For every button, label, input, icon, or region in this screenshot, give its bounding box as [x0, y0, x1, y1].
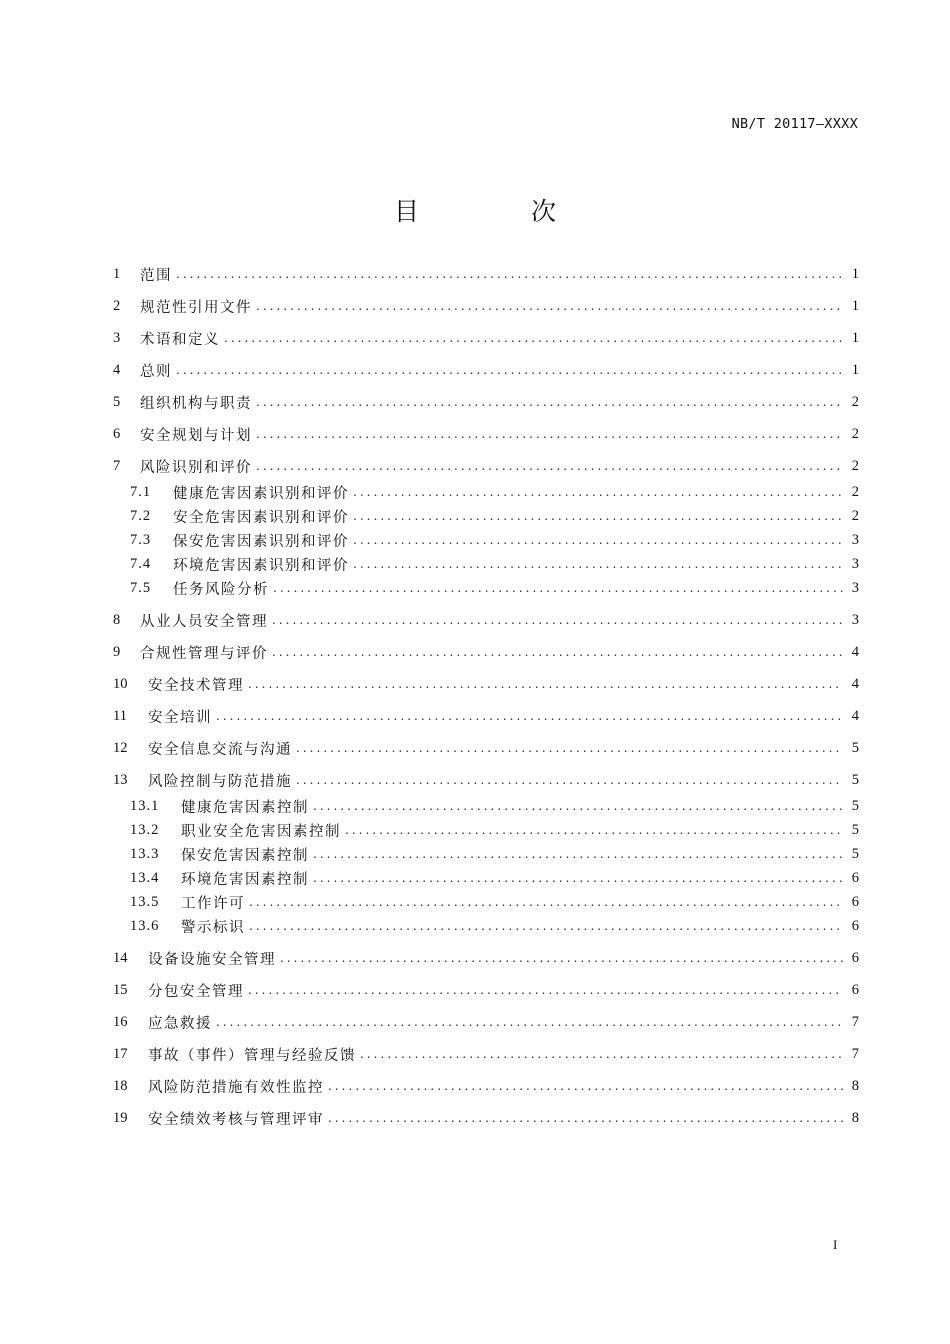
dot-leader — [249, 919, 843, 933]
dot-leader — [176, 363, 843, 377]
dot-leader — [272, 613, 843, 627]
toc-entry-page: 1 — [851, 297, 859, 314]
dot-leader — [216, 709, 843, 723]
toc-entry-number: 7 — [113, 457, 121, 474]
toc-entry-page: 8 — [851, 1109, 859, 1126]
toc-entry-number: 19 — [113, 1109, 128, 1126]
toc-entry[interactable] — [113, 318, 859, 350]
toc-entry-page: 6 — [851, 981, 859, 998]
toc-entry[interactable] — [113, 286, 859, 318]
toc-entry-title: 健康危害因素控制 — [181, 799, 309, 816]
toc-entry-number: 7.1 — [130, 483, 152, 500]
standard-number: NB/T 20117—XXXX — [731, 116, 858, 132]
toc-entry[interactable] — [113, 1034, 859, 1066]
toc-entry[interactable] — [113, 262, 859, 286]
dot-leader — [313, 871, 843, 885]
dot-leader — [313, 799, 843, 813]
toc-entry-title: 工作许可 — [181, 895, 245, 912]
toc-subentry[interactable] — [113, 504, 859, 528]
toc-entry-number: 16 — [113, 1013, 128, 1030]
toc-entry-title: 风险防范措施有效性监控 — [148, 1079, 324, 1096]
toc-entry-number: 2 — [113, 297, 121, 314]
toc-entry[interactable] — [113, 938, 859, 970]
toc-entry-page: 6 — [851, 917, 859, 934]
toc-entry[interactable] — [113, 382, 859, 414]
toc-entry-page: 7 — [851, 1013, 859, 1030]
toc-entry-title: 范围 — [140, 267, 172, 284]
dot-leader — [272, 645, 843, 659]
toc-entry-number: 7.3 — [130, 531, 152, 548]
toc-entry-number: 8 — [113, 611, 121, 628]
toc-entry-page: 6 — [851, 949, 859, 966]
toc-entry-title: 职业安全危害因素控制 — [181, 823, 341, 840]
toc-entry-title: 任务风险分析 — [173, 581, 269, 598]
dot-leader — [328, 1079, 843, 1093]
toc-entry-title: 安全信息交流与沟通 — [148, 741, 292, 758]
dot-leader — [360, 1047, 843, 1061]
toc-entry-title: 安全技术管理 — [148, 677, 244, 694]
page-folio: I — [833, 1237, 838, 1252]
dot-leader — [224, 331, 843, 345]
toc-entry[interactable] — [113, 414, 859, 446]
toc-entry-number: 13.1 — [130, 797, 160, 814]
toc-entry-page: 8 — [851, 1077, 859, 1094]
toc-entry-title: 风险控制与防范措施 — [148, 773, 292, 790]
toc-entry-number: 14 — [113, 949, 128, 966]
toc-entry-title: 规范性引用文件 — [140, 299, 252, 316]
toc-entry[interactable] — [113, 350, 859, 382]
toc-entry-page: 3 — [851, 579, 859, 596]
toc-entry-title: 保安危害因素识别和评价 — [173, 533, 349, 550]
toc-subentry[interactable] — [113, 890, 859, 914]
toc-entry-page: 3 — [851, 531, 859, 548]
toc-entry[interactable] — [113, 970, 859, 1002]
toc-entry-number: 13.3 — [130, 845, 160, 862]
dot-leader — [353, 557, 843, 571]
toc-entry-number: 13 — [113, 771, 128, 788]
dot-leader — [273, 581, 843, 595]
toc-entry-number: 13.6 — [130, 917, 160, 934]
toc-entry[interactable] — [113, 664, 859, 696]
toc-entry-page: 6 — [851, 869, 859, 886]
dot-leader — [248, 983, 843, 997]
toc-entry-title: 环境危害因素识别和评价 — [173, 557, 349, 574]
toc-entry-number: 15 — [113, 981, 128, 998]
toc-entry-title: 术语和定义 — [140, 331, 220, 348]
toc-subentry[interactable] — [113, 576, 859, 600]
toc-entry[interactable] — [113, 600, 859, 632]
dot-leader — [353, 533, 843, 547]
dot-leader — [280, 951, 843, 965]
toc-entry-page: 2 — [851, 457, 859, 474]
dot-leader — [249, 895, 843, 909]
toc-subentry[interactable] — [113, 842, 859, 866]
dot-leader — [296, 773, 843, 787]
dot-leader — [256, 427, 843, 441]
toc-entry-page: 4 — [851, 707, 859, 724]
toc-subentry[interactable] — [113, 914, 859, 938]
dot-leader — [353, 485, 843, 499]
toc-entry-page: 5 — [851, 739, 859, 756]
toc-entry-number: 17 — [113, 1045, 128, 1062]
toc-entry-title: 组织机构与职责 — [140, 395, 252, 412]
toc-entry-number: 11 — [113, 707, 127, 724]
toc-entry-number: 7.5 — [130, 579, 152, 596]
table-of-contents — [113, 262, 859, 1130]
toc-subentry[interactable] — [113, 552, 859, 576]
toc-entry-page: 1 — [851, 329, 859, 346]
dot-leader — [176, 267, 843, 281]
toc-entry-title: 安全危害因素识别和评价 — [173, 509, 349, 526]
toc-entry-title: 合规性管理与评价 — [140, 645, 268, 662]
toc-entry-number: 5 — [113, 393, 121, 410]
toc-entry-title: 分包安全管理 — [148, 983, 244, 1000]
toc-entry-title: 安全绩效考核与管理评审 — [148, 1111, 324, 1128]
dot-leader — [296, 741, 843, 755]
toc-entry-page: 5 — [851, 797, 859, 814]
toc-entry-title: 风险识别和评价 — [140, 459, 252, 476]
toc-entry-number: 12 — [113, 739, 128, 756]
toc-entry-page: 2 — [851, 393, 859, 410]
toc-entry-title: 总则 — [140, 363, 172, 380]
toc-entry-number: 7.2 — [130, 507, 152, 524]
dot-leader — [353, 509, 843, 523]
toc-entry-title: 警示标识 — [181, 919, 245, 936]
toc-entry-page: 2 — [851, 507, 859, 524]
toc-entry-title: 安全培训 — [148, 709, 212, 726]
toc-entry-page: 7 — [851, 1045, 859, 1062]
dot-leader — [216, 1015, 843, 1029]
toc-entry-title: 从业人员安全管理 — [140, 613, 268, 630]
toc-entry-number: 9 — [113, 643, 121, 660]
toc-entry-page: 5 — [851, 821, 859, 838]
dot-leader — [256, 395, 843, 409]
toc-subentry[interactable] — [113, 478, 859, 504]
toc-entry-title: 健康危害因素识别和评价 — [173, 485, 349, 502]
toc-subentry[interactable] — [113, 792, 859, 818]
toc-entry-number: 13.2 — [130, 821, 160, 838]
toc-entry-page: 5 — [851, 771, 859, 788]
toc-entry-title: 事故（事件）管理与经验反馈 — [148, 1047, 356, 1064]
toc-entry-number: 18 — [113, 1077, 128, 1094]
toc-entry[interactable] — [113, 632, 859, 664]
toc-entry[interactable] — [113, 696, 859, 728]
toc-entry-page: 1 — [851, 361, 859, 378]
toc-entry-number: 10 — [113, 675, 128, 692]
toc-subentry[interactable] — [113, 866, 859, 890]
toc-entry-number: 3 — [113, 329, 121, 346]
toc-entry-page: 5 — [851, 845, 859, 862]
toc-entry-page: 2 — [851, 425, 859, 442]
toc-entry-number: 7.4 — [130, 555, 152, 572]
toc-entry-number: 13.5 — [130, 893, 160, 910]
toc-entry[interactable] — [113, 1066, 859, 1098]
toc-entry-page: 3 — [851, 611, 859, 628]
toc-entry-page: 2 — [851, 483, 859, 500]
toc-entry-title: 设备设施安全管理 — [148, 951, 276, 968]
dot-leader — [248, 677, 843, 691]
page-title: 目 次 — [394, 197, 608, 226]
toc-entry-number: 4 — [113, 361, 121, 378]
dot-leader — [328, 1111, 843, 1125]
toc-entry-page: 4 — [851, 643, 859, 660]
dot-leader — [345, 823, 843, 837]
toc-entry-page: 6 — [851, 893, 859, 910]
toc-entry[interactable] — [113, 1002, 859, 1034]
toc-entry[interactable] — [113, 760, 859, 792]
toc-entry-title: 安全规划与计划 — [140, 427, 252, 444]
toc-entry-page: 1 — [851, 265, 859, 282]
toc-entry-title: 环境危害因素控制 — [181, 871, 309, 888]
toc-entry-number: 13.4 — [130, 869, 160, 886]
toc-subentry[interactable] — [113, 528, 859, 552]
toc-entry-title: 保安危害因素控制 — [181, 847, 309, 864]
toc-entry[interactable] — [113, 1098, 859, 1130]
dot-leader — [313, 847, 843, 861]
toc-entry[interactable] — [113, 446, 859, 478]
toc-entry-page: 4 — [851, 675, 859, 692]
toc-subentry[interactable] — [113, 818, 859, 842]
toc-entry-title: 应急救援 — [148, 1015, 212, 1032]
toc-entry-number: 6 — [113, 425, 121, 442]
toc-entry-page: 3 — [851, 555, 859, 572]
toc-entry[interactable] — [113, 728, 859, 760]
dot-leader — [256, 459, 843, 473]
toc-entry-number: 1 — [113, 265, 121, 282]
dot-leader — [256, 299, 843, 313]
